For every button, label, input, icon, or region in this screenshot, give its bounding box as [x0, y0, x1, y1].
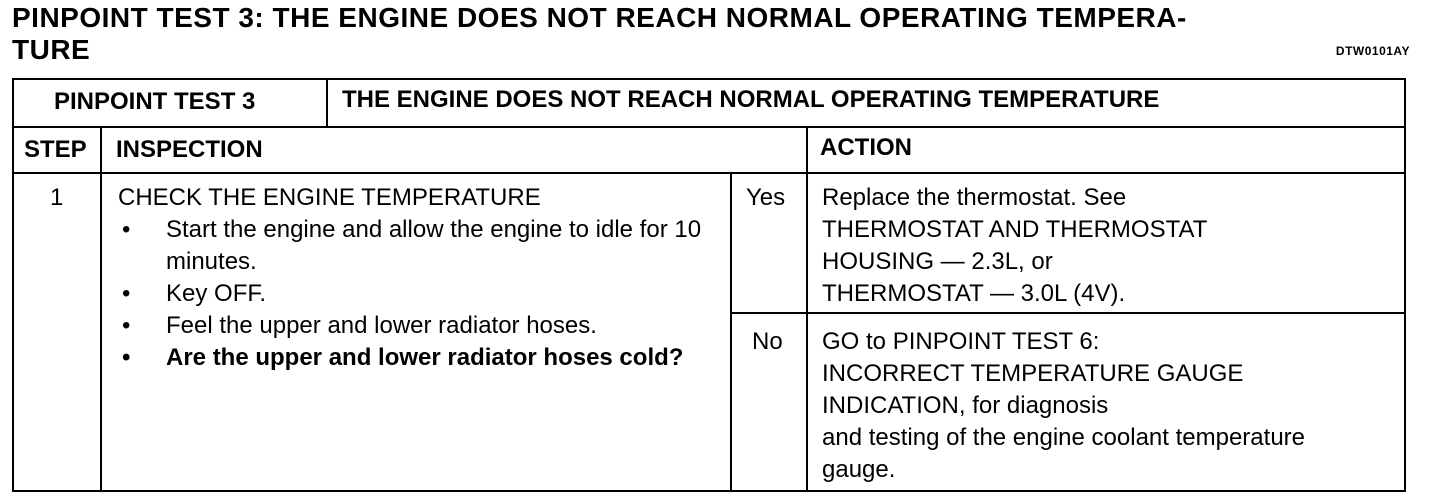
test-label: PINPOINT TEST 3	[54, 88, 256, 115]
action-yes	[822, 182, 1397, 310]
inspection-question: • Are the upper and lower radiator hoses cold?	[118, 342, 718, 374]
pinpoint-test-table	[12, 78, 1406, 492]
action-yes-line: THERMOSTAT AND THERMOSTAT	[822, 216, 1208, 243]
action-no-line: GO to PINPOINT TEST 6:	[822, 328, 1100, 355]
divider-action-column	[806, 126, 808, 490]
action-no-line: gauge.	[822, 456, 896, 483]
header-inspection: INSPECTION	[116, 136, 263, 163]
inspection-title: CHECK THE ENGINE TEMPERATURE	[118, 184, 541, 211]
action-no-line: INCORRECT TEMPERATURE GAUGE	[822, 360, 1244, 387]
divider-step-column	[100, 126, 102, 490]
test-title: THE ENGINE DOES NOT REACH NORMAL OPERATING TEMPERATURE	[342, 86, 1160, 113]
answer-no: No	[752, 328, 783, 355]
inspection-step: • Key OFF.	[118, 278, 718, 310]
header-action: ACTION	[820, 134, 912, 161]
divider-yes-no	[730, 312, 1404, 314]
page-title-line-1: PINPOINT TEST 3: THE ENGINE DOES NOT REACH NORMAL OPERATING TEMPERA-	[12, 2, 1187, 33]
inspection-content	[118, 182, 718, 374]
page-title-line-2: TURE	[12, 34, 91, 65]
inspection-steps	[118, 214, 718, 374]
answer-yes: Yes	[746, 184, 786, 211]
action-yes-line: Replace the thermostat. See	[822, 184, 1127, 211]
inspection-step: • Start the engine and allow the engine to idle for 10 minutes.	[118, 214, 718, 278]
header-step: STEP	[24, 136, 87, 163]
divider-title-row	[14, 126, 1404, 128]
divider-answer-column	[730, 172, 732, 490]
step-number: 1	[50, 184, 64, 211]
action-no	[822, 326, 1397, 486]
action-yes-line: HOUSING — 2.3L, or	[822, 248, 1053, 275]
divider-header-row	[14, 172, 1404, 174]
action-no-line: INDICATION, for diagnosis	[822, 392, 1109, 419]
action-yes-line: THERMOSTAT — 3.0L (4V).	[822, 280, 1126, 307]
page-title	[12, 2, 1312, 66]
divider-test-title	[326, 80, 328, 126]
action-no-line: and testing of the engine coolant temperature	[822, 424, 1305, 451]
document-code: DTW0101AY	[1335, 44, 1410, 58]
inspection-step: • Feel the upper and lower radiator hoses.	[118, 310, 718, 342]
